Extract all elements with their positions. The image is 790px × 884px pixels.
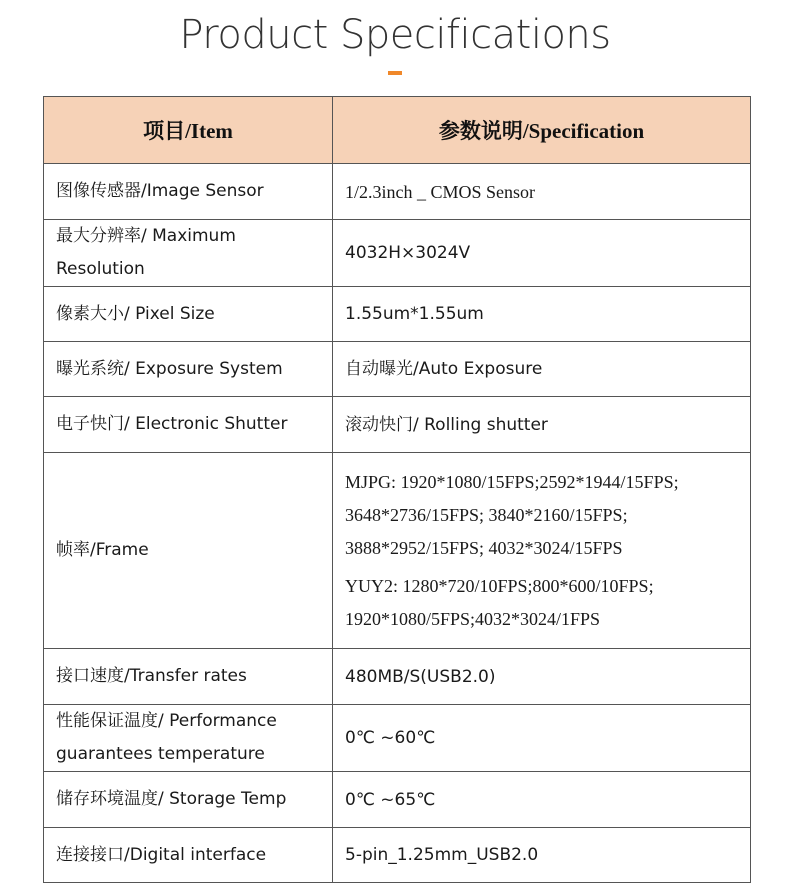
row-value: 5-pin_1.25mm_USB2.0 <box>333 828 751 883</box>
row-value: 1.55um*1.55um <box>333 287 751 342</box>
table-row <box>44 772 751 828</box>
table-row <box>44 342 751 397</box>
spec-table <box>43 96 751 883</box>
table-row <box>44 649 751 705</box>
row-label: 像素大小/ Pixel Size <box>44 287 333 342</box>
row-value: 滚动快门/ Rolling shutter <box>333 397 751 453</box>
table-row <box>44 397 751 453</box>
row-label: 性能保证温度/ Performance guarantees temperature <box>44 705 333 772</box>
page-title: Product Specifications <box>179 12 611 58</box>
table-row <box>44 705 751 772</box>
table-row <box>44 828 751 883</box>
row-label: 最大分辨率/ Maximum Resolution <box>44 220 333 287</box>
row-value: 0℃ ~60℃ <box>333 705 751 772</box>
column-header-item: 项目/Item <box>44 97 333 164</box>
row-label: 储存环境温度/ Storage Temp <box>44 772 333 828</box>
row-label: 连接接口/Digital interface <box>44 828 333 883</box>
table-header-row <box>44 97 751 164</box>
frame-line: MJPG: 1920*1080/15FPS;2592*1944/15FPS; <box>345 471 679 492</box>
row-label: 接口速度/Transfer rates <box>44 649 333 705</box>
row-label: 图像传感器/Image Sensor <box>44 164 333 220</box>
frame-line: 1920*1080/5FPS;4032*3024/1FPS <box>345 608 601 629</box>
row-value: 480MB/S(USB2.0) <box>333 649 751 705</box>
row-value: 4032H×3024V <box>333 220 751 287</box>
frame-line: 3648*2736/15FPS; 3840*2160/15FPS; <box>345 504 628 525</box>
row-label: 电子快门/ Electronic Shutter <box>44 397 333 453</box>
table-row <box>44 164 751 220</box>
row-value: 自动曝光/Auto Exposure <box>333 342 751 397</box>
row-value: 1/2.3inch _ CMOS Sensor <box>333 164 751 220</box>
row-label: 曝光系统/ Exposure System <box>44 342 333 397</box>
table-row <box>44 220 751 287</box>
row-value-frame <box>333 453 751 649</box>
table-row <box>44 453 751 649</box>
frame-line: YUY2: 1280*720/10FPS;800*600/10FPS; <box>345 575 654 596</box>
table-row <box>44 287 751 342</box>
column-header-specification: 参数说明/Specification <box>333 97 751 164</box>
row-value: 0℃ ~65℃ <box>333 772 751 828</box>
frame-line: 3888*2952/15FPS; 4032*3024/15FPS <box>345 537 623 558</box>
title-accent-bar <box>388 71 402 75</box>
row-label: 帧率/Frame <box>44 453 333 649</box>
